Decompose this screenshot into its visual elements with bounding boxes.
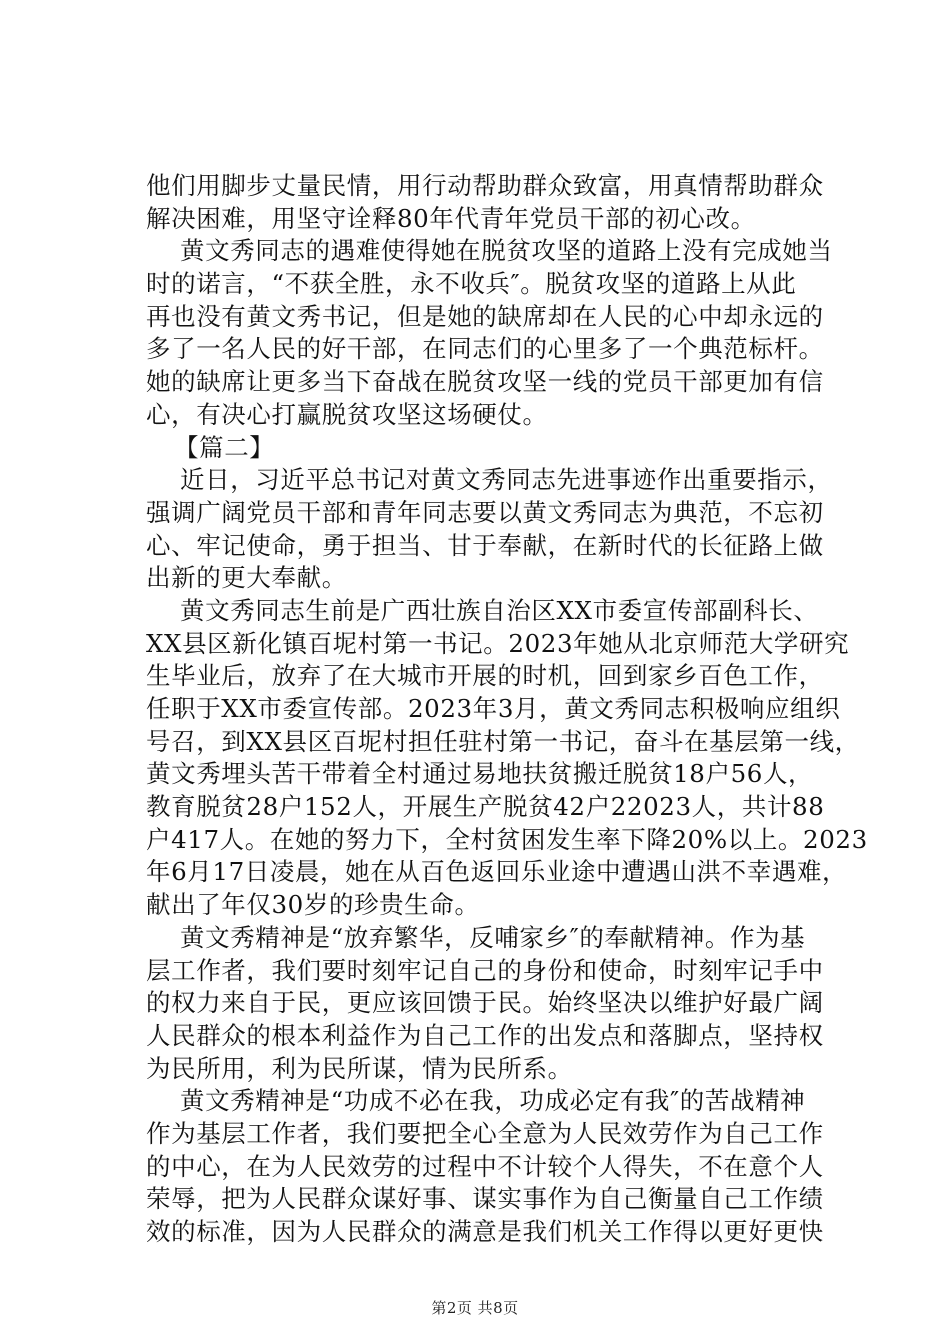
text-line: 黄文秀同志生前是广西壮族自治区XX市委宣传部副科长、	[180, 595, 819, 625]
text-line: 再也没有黄文秀书记，但是她的缺席却在人民的心中却永远的	[146, 301, 824, 331]
text-line: 层工作者，我们要时刻牢记自己的身份和使命，时刻牢记手中	[146, 955, 824, 985]
text-line: XX县区新化镇百坭村第一书记。2023年她从北京师范大学研究	[146, 628, 850, 658]
document-body	[146, 170, 868, 1249]
text-line: 他们用脚步丈量民情，用行动帮助群众致富，用真情帮助群众	[146, 171, 824, 200]
text-line: 出新的更大奉献。	[146, 563, 347, 593]
text-line: 黄文秀埋头苦干带着全村通过易地扶贫搬迁脱贫18户56人，	[146, 759, 814, 789]
text-line: 的权力来自于民，更应该回馈于民。始终坚决以维护好最广阔	[146, 988, 824, 1018]
text-line: 解决困难，用坚守诠释80年代青年党员干部的初心改。	[146, 203, 756, 233]
text-line: 年6月17日凌晨，她在从百色返回乐业途中遭遇山洪不幸遇难，	[146, 857, 848, 887]
text-line: 为民所用，利为民所谋，情为民所系。	[146, 1053, 573, 1083]
text-line: 生毕业后，放弃了在大城市开展的时机，回到家乡百色工作，	[146, 661, 824, 691]
text-line: 教育脱贫28户152人，开展生产脱贫42户22023人，共计88	[146, 792, 825, 822]
text-line: 的中心，在为人民效劳的过程中不计较个人得失，不在意个人	[146, 1151, 824, 1181]
text-line: 任职于XX市委宣传部。2023年3月，黄文秀同志积极响应组织	[146, 694, 841, 723]
text-line: 她的缺席让更多当下奋战在脱贫攻坚一线的党员干部更加有信	[146, 367, 824, 397]
text-line: 献出了年仅30岁的珍贵生命。	[146, 890, 480, 920]
text-line: 效的标准，因为人民群众的满意是我们机关工作得以更好更快	[146, 1217, 824, 1246]
text-line: 心，有决心打赢脱贫攻坚这场硬仗。	[146, 399, 548, 429]
text-line: 号召，到XX县区百坭村担任驻村第一书记，奋斗在基层第一线，	[146, 726, 860, 756]
text-line: 黄文秀同志的遇难使得她在脱贫攻坚的道路上没有完成她当	[180, 236, 833, 266]
text-line: 黄文秀精神是“功成不必在我，功成必定有我″的苦战精神	[180, 1086, 806, 1116]
text-line: 心、牢记使命，勇于担当、甘于奉献，在新时代的长征路上做	[146, 530, 824, 560]
page-footer: 第2页 共8页	[431, 1299, 519, 1317]
text-line: 户417人。在她的努力下，全村贫困发生率下降20%以上。2023	[146, 824, 868, 854]
text-line: 作为基层工作者，我们要把全心全意为人民效劳作为自己工作	[146, 1118, 824, 1148]
text-line: 时的诺言，“不获全胜，永不收兵″。脱贫攻坚的道路上从此	[146, 269, 797, 299]
text-line: 人民群众的根本利益作为自己工作的出发点和落脚点，坚持权	[146, 1020, 824, 1050]
section-heading: 【篇二】	[174, 432, 275, 462]
text-line: 多了一名人民的好干部，在同志们的心里多了一个典范标杆。	[146, 334, 824, 364]
text-line: 荣辱，把为人民群众谋好事、谋实事作为自己衡量自己工作绩	[146, 1184, 824, 1214]
text-line: 近日，习近平总书记对黄文秀同志先进事迹作出重要指示，	[180, 465, 833, 495]
text-line: 强调广阔党员干部和青年同志要以黄文秀同志为典范，不忘初	[146, 497, 824, 527]
text-line: 黄文秀精神是“放弃繁华，反哺家乡″的奉献精神。作为基	[180, 922, 806, 952]
